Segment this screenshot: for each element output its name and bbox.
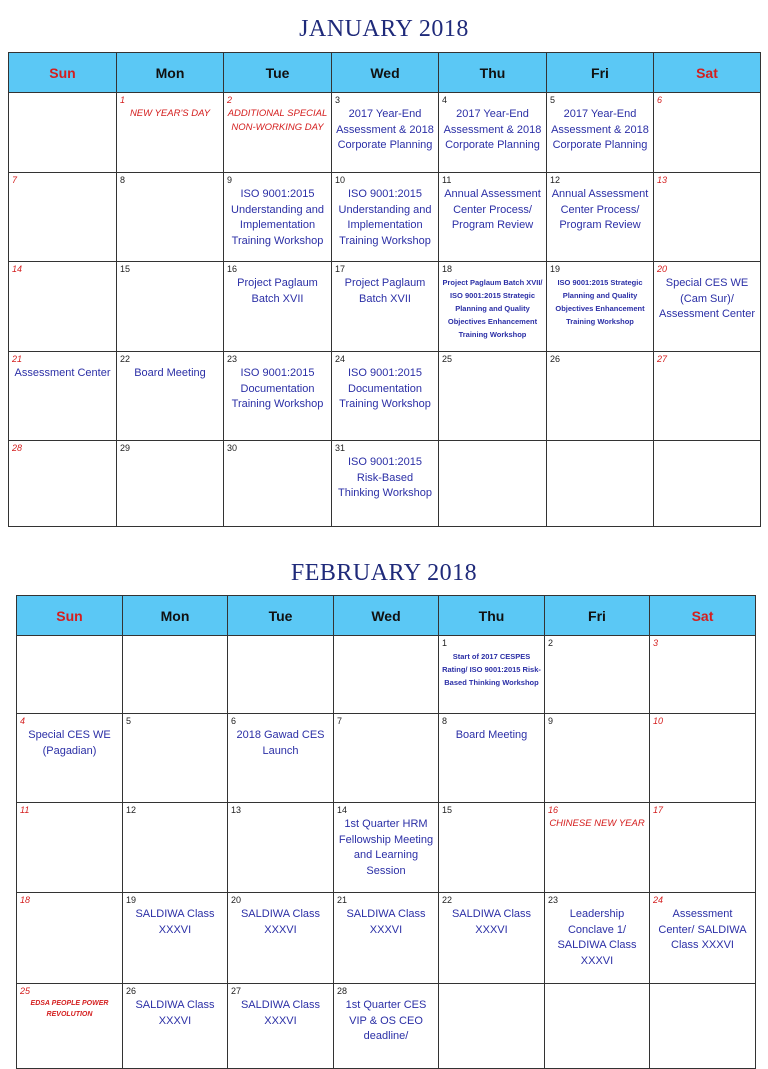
day-cell: [332, 262, 439, 352]
event-text: ISO 9001:2015 Understanding and Implementation Training Workshop: [338, 188, 432, 247]
day-number: 12: [550, 175, 561, 185]
week-row: [9, 352, 761, 441]
weekday-header: Tue: [224, 53, 332, 93]
day-number: 13: [231, 805, 242, 815]
holiday-label: CHINESE NEW YEAR: [549, 818, 645, 829]
weekday-header: Mon: [117, 53, 224, 93]
day-cell: [547, 441, 654, 527]
day-number: 12: [126, 805, 137, 815]
day-cell: [545, 984, 650, 1069]
day-cell: [654, 93, 761, 173]
day-cell: [545, 714, 650, 803]
day-cell: [439, 352, 547, 441]
event-text: SALDIWA Class XXXVI: [451, 908, 532, 936]
day-number: 3: [335, 95, 341, 105]
day-cell: [123, 893, 228, 984]
weekday-header: Thu: [439, 53, 547, 93]
event-text: ISO 9001:2015 Strategic Planning and Quality Objectives Enhancement Training Workshop: [555, 278, 645, 326]
day-number: 11: [20, 805, 30, 815]
day-cell: [334, 714, 439, 803]
event-text: Project Paglaum Batch XVII: [237, 277, 318, 305]
day-cell: [17, 714, 123, 803]
day-number: 8: [442, 716, 448, 726]
day-number: 10: [335, 175, 346, 185]
day-number: 27: [231, 986, 242, 996]
day-cell: [224, 173, 332, 262]
day-cell: [332, 93, 439, 173]
event-text: Board Meeting: [134, 367, 206, 379]
day-number: 1: [442, 638, 448, 648]
day-number: 4: [442, 95, 448, 105]
event-text: 2018 Gawad CES Launch: [236, 729, 325, 757]
day-number: 14: [337, 805, 348, 815]
day-cell: [439, 441, 547, 527]
event-text: 2017 Year-End Assessment & 2018 Corporate Planning: [336, 108, 434, 151]
day-cell: [224, 441, 332, 527]
day-number: 17: [653, 805, 664, 815]
day-cell: [650, 984, 756, 1069]
day-cell: [439, 262, 547, 352]
weekday-header: Sat: [654, 53, 761, 93]
weekday-header: Tue: [228, 596, 334, 636]
week-row: [17, 893, 756, 984]
event-text: ISO 9001:2015 Documentation Training Workshop: [339, 367, 431, 410]
holiday-label: ADDITIONAL SPECIAL NON-WORKING DAY: [227, 108, 328, 133]
event-text: 1st Quarter HRM Fellowship Meeting and Learning Session: [338, 818, 434, 877]
day-number: 15: [120, 264, 131, 274]
day-cell: [650, 803, 756, 893]
day-cell: [334, 984, 439, 1069]
week-row: [17, 714, 756, 803]
day-cell: [9, 262, 117, 352]
day-number: 5: [550, 95, 556, 105]
day-number: 3: [653, 638, 659, 648]
day-number: 6: [231, 716, 237, 726]
event-text: Start of 2017 CESPES Rating/ ISO 9001:2015 Risk-Based Thinking Workshop: [442, 652, 541, 687]
day-cell: [9, 173, 117, 262]
day-cell: [117, 441, 224, 527]
day-cell: [17, 984, 123, 1069]
day-cell: [228, 714, 334, 803]
day-number: 22: [120, 354, 131, 364]
event-text: 2017 Year-End Assessment & 2018 Corporate Planning: [443, 108, 542, 151]
day-cell: [224, 262, 332, 352]
week-row: [9, 262, 761, 352]
day-number: 26: [126, 986, 137, 996]
day-cell: [117, 262, 224, 352]
day-cell: [545, 893, 650, 984]
day-cell: [123, 803, 228, 893]
day-number: 23: [227, 354, 238, 364]
day-number: 19: [126, 895, 137, 905]
day-number: 28: [12, 443, 23, 453]
week-row: [9, 441, 761, 527]
day-number: 2: [548, 638, 554, 648]
event-text: SALDIWA Class XXXVI: [240, 908, 321, 936]
event-text: Special CES WE (Cam Sur)/ Assessment Center: [659, 277, 755, 320]
day-cell: [439, 93, 547, 173]
day-number: 8: [120, 175, 126, 185]
day-cell: [228, 984, 334, 1069]
event-text: Special CES WE (Pagadian): [28, 729, 111, 757]
day-cell: [439, 803, 545, 893]
day-number: 27: [657, 354, 668, 364]
event-text: ISO 9001:2015 Understanding and Implementation Training Workshop: [231, 188, 324, 247]
day-cell: [439, 636, 545, 714]
day-cell: [228, 636, 334, 714]
event-text: Leadership Conclave 1/ SALDIWA Class XXXVI: [557, 908, 637, 967]
day-number: 22: [442, 895, 453, 905]
day-number: 26: [550, 354, 561, 364]
day-cell: [545, 803, 650, 893]
event-text: Annual Assessment Center Process/ Program Review: [444, 188, 541, 231]
event-text: Project Paglaum Batch XVII: [344, 277, 426, 305]
day-number: 16: [548, 805, 559, 815]
day-cell: [17, 803, 123, 893]
day-cell: [228, 893, 334, 984]
day-cell: [9, 93, 117, 173]
day-number: 18: [442, 264, 453, 274]
day-cell: [547, 352, 654, 441]
day-cell: [334, 803, 439, 893]
day-cell: [332, 173, 439, 262]
day-cell: [547, 173, 654, 262]
day-number: 2: [227, 95, 233, 105]
event-text: SALDIWA Class XXXVI: [346, 908, 426, 936]
day-number: 18: [20, 895, 31, 905]
day-cell: [17, 893, 123, 984]
day-number: 25: [442, 354, 453, 364]
day-cell: [332, 352, 439, 441]
event-text: 1st Quarter CES VIP & OS CEO deadline/: [345, 999, 427, 1042]
event-text: ISO 9001:2015 Risk-Based Thinking Workshop: [338, 456, 432, 499]
event-text: Annual Assessment Center Process/ Program Review: [551, 188, 649, 231]
event-text: ISO 9001:2015 Documentation Training Workshop: [231, 367, 324, 410]
day-number: 15: [442, 805, 453, 815]
day-cell: [224, 352, 332, 441]
weekday-header: Sun: [9, 53, 117, 93]
month-title-february: FEBRUARY 2018: [290, 560, 478, 586]
day-number: 16: [227, 264, 238, 274]
day-cell: [654, 173, 761, 262]
day-cell: [439, 714, 545, 803]
day-number: 25: [20, 986, 31, 996]
day-number: 7: [337, 716, 343, 726]
day-number: 19: [550, 264, 561, 274]
day-number: 4: [20, 716, 26, 726]
event-text: Assessment Center/ SALDIWA Class XXXVI: [658, 908, 747, 951]
event-text: SALDIWA Class XXXVI: [135, 999, 215, 1027]
day-number: 9: [227, 175, 233, 185]
day-cell: [123, 636, 228, 714]
day-cell: [334, 893, 439, 984]
day-cell: [334, 636, 439, 714]
day-cell: [439, 893, 545, 984]
day-number: 28: [337, 986, 348, 996]
day-number: 29: [120, 443, 131, 453]
week-row: [17, 984, 756, 1069]
weekday-header: Wed: [332, 53, 439, 93]
week-row: [17, 803, 756, 893]
day-number: 14: [12, 264, 23, 274]
day-number: 1: [120, 95, 126, 105]
day-cell: [545, 636, 650, 714]
day-cell: [439, 984, 545, 1069]
day-number: 9: [548, 716, 554, 726]
day-number: 6: [657, 95, 663, 105]
day-cell: [117, 93, 224, 173]
weekday-header: Mon: [123, 596, 228, 636]
day-number: 31: [335, 443, 346, 453]
weekday-header: Sun: [17, 596, 123, 636]
weekday-header: Sat: [650, 596, 756, 636]
week-row: [9, 173, 761, 262]
day-cell: [9, 441, 117, 527]
day-cell: [654, 262, 761, 352]
day-cell: [650, 636, 756, 714]
day-cell: [654, 352, 761, 441]
day-number: 21: [12, 354, 23, 364]
weekday-header-row: [17, 596, 756, 636]
day-cell: [654, 441, 761, 527]
day-cell: [439, 173, 547, 262]
day-cell: [17, 636, 123, 714]
day-number: 23: [548, 895, 559, 905]
week-row: [17, 636, 756, 714]
weekday-header: Fri: [547, 53, 654, 93]
day-cell: [650, 714, 756, 803]
day-cell: [228, 803, 334, 893]
day-number: 5: [126, 716, 132, 726]
day-number: 7: [12, 175, 18, 185]
day-number: 11: [442, 175, 452, 185]
day-number: 17: [335, 264, 346, 274]
weekday-header: Fri: [545, 596, 650, 636]
day-cell: [332, 441, 439, 527]
day-number: 24: [653, 895, 664, 905]
month-title-january: JANUARY 2018: [299, 16, 469, 42]
weekday-header-row: [9, 53, 761, 93]
day-number: 20: [231, 895, 242, 905]
day-cell: [117, 352, 224, 441]
event-text: Board Meeting: [455, 729, 528, 741]
event-text: Assessment Center: [14, 367, 111, 379]
day-cell: [123, 714, 228, 803]
day-cell: [650, 893, 756, 984]
day-number: 10: [653, 716, 664, 726]
event-text: SALDIWA Class XXXVI: [135, 908, 215, 936]
event-text: 2017 Year-End Assessment & 2018 Corporate Planning: [551, 108, 649, 151]
weekday-header: Wed: [334, 596, 439, 636]
day-number: 20: [657, 264, 668, 274]
day-number: 24: [335, 354, 346, 364]
day-cell: [123, 984, 228, 1069]
day-cell: [224, 93, 332, 173]
calendar-january: [8, 52, 761, 527]
day-cell: [547, 93, 654, 173]
week-row: [9, 93, 761, 173]
calendar-february: [16, 595, 756, 1069]
day-cell: [9, 352, 117, 441]
day-cell: [547, 262, 654, 352]
event-text: Project Paglaum Batch XVII/ ISO 9001:2015 Strategic Planning and Quality Objectives Enhancement Training Workshop: [442, 278, 543, 339]
event-text: SALDIWA Class XXXVI: [240, 999, 321, 1027]
day-number: 30: [227, 443, 238, 453]
weekday-header: Thu: [439, 596, 545, 636]
holiday-label: EDSA PEOPLE POWER REVOLUTION: [30, 1000, 109, 1018]
holiday-label: NEW YEAR'S DAY: [129, 108, 211, 119]
day-number: 13: [657, 175, 668, 185]
day-cell: [117, 173, 224, 262]
day-number: 21: [337, 895, 348, 905]
